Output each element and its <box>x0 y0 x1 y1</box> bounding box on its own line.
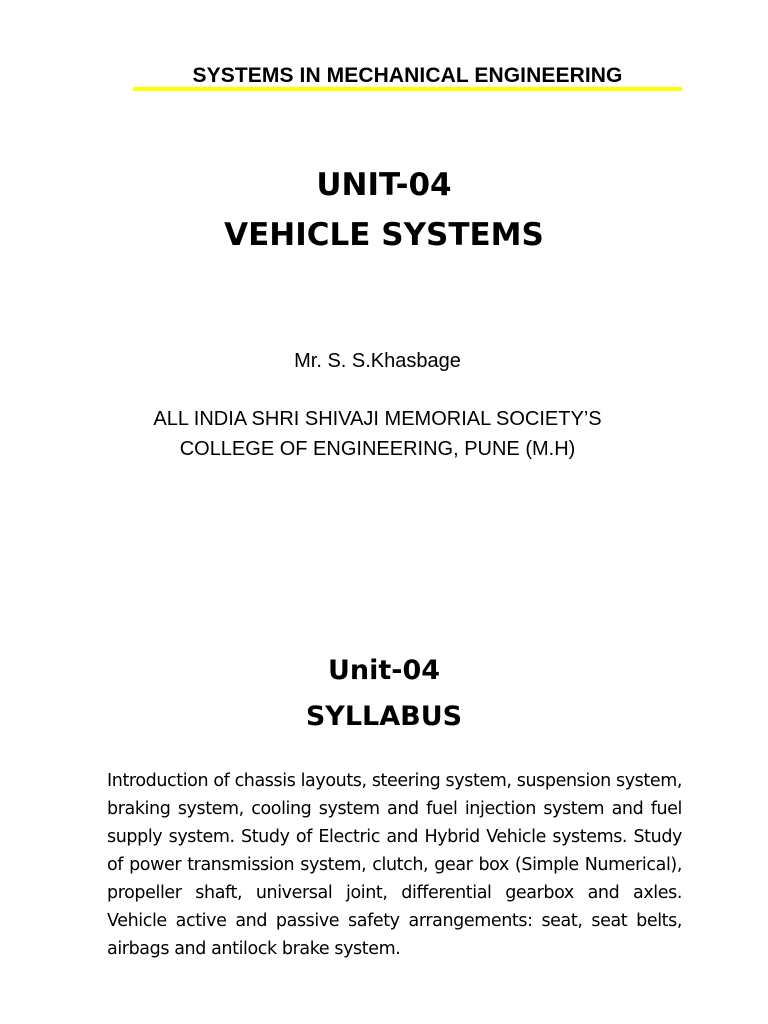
syllabus-unit-heading: Unit-04 <box>327 655 441 686</box>
syllabus-paragraph: Introduction of chassis layouts, steering system, suspension system, braking system, cooling system and fuel injection system and fuel supply system. Study of Electric and Hybrid Vehicle systems. Study of power transmission system, clutch, gear box (Simple Numerical), propeller shaft, universal joint, differential gearbox and axles. Vehicle active and passive safety arrangements: seat, seat belts, airbags and antilock brake system. <box>107 771 683 959</box>
institution-line-1: ALL INDIA SHRI SHIVAJI MEMORIAL SOCIETY’S <box>153 408 602 430</box>
author-name: Mr. S. S.Khasbage <box>294 350 461 372</box>
course-title: SYSTEMS IN MECHANICAL ENGINEERING <box>192 64 623 87</box>
unit-heading: UNIT-04 <box>316 167 452 203</box>
syllabus-slide <box>0 512 768 1024</box>
institution-line-2: COLLEGE OF ENGINEERING, PUNE (M.H) <box>179 438 576 460</box>
topic-heading: VEHICLE SYSTEMS <box>224 217 544 253</box>
syllabus-heading: SYLLABUS <box>305 701 463 732</box>
